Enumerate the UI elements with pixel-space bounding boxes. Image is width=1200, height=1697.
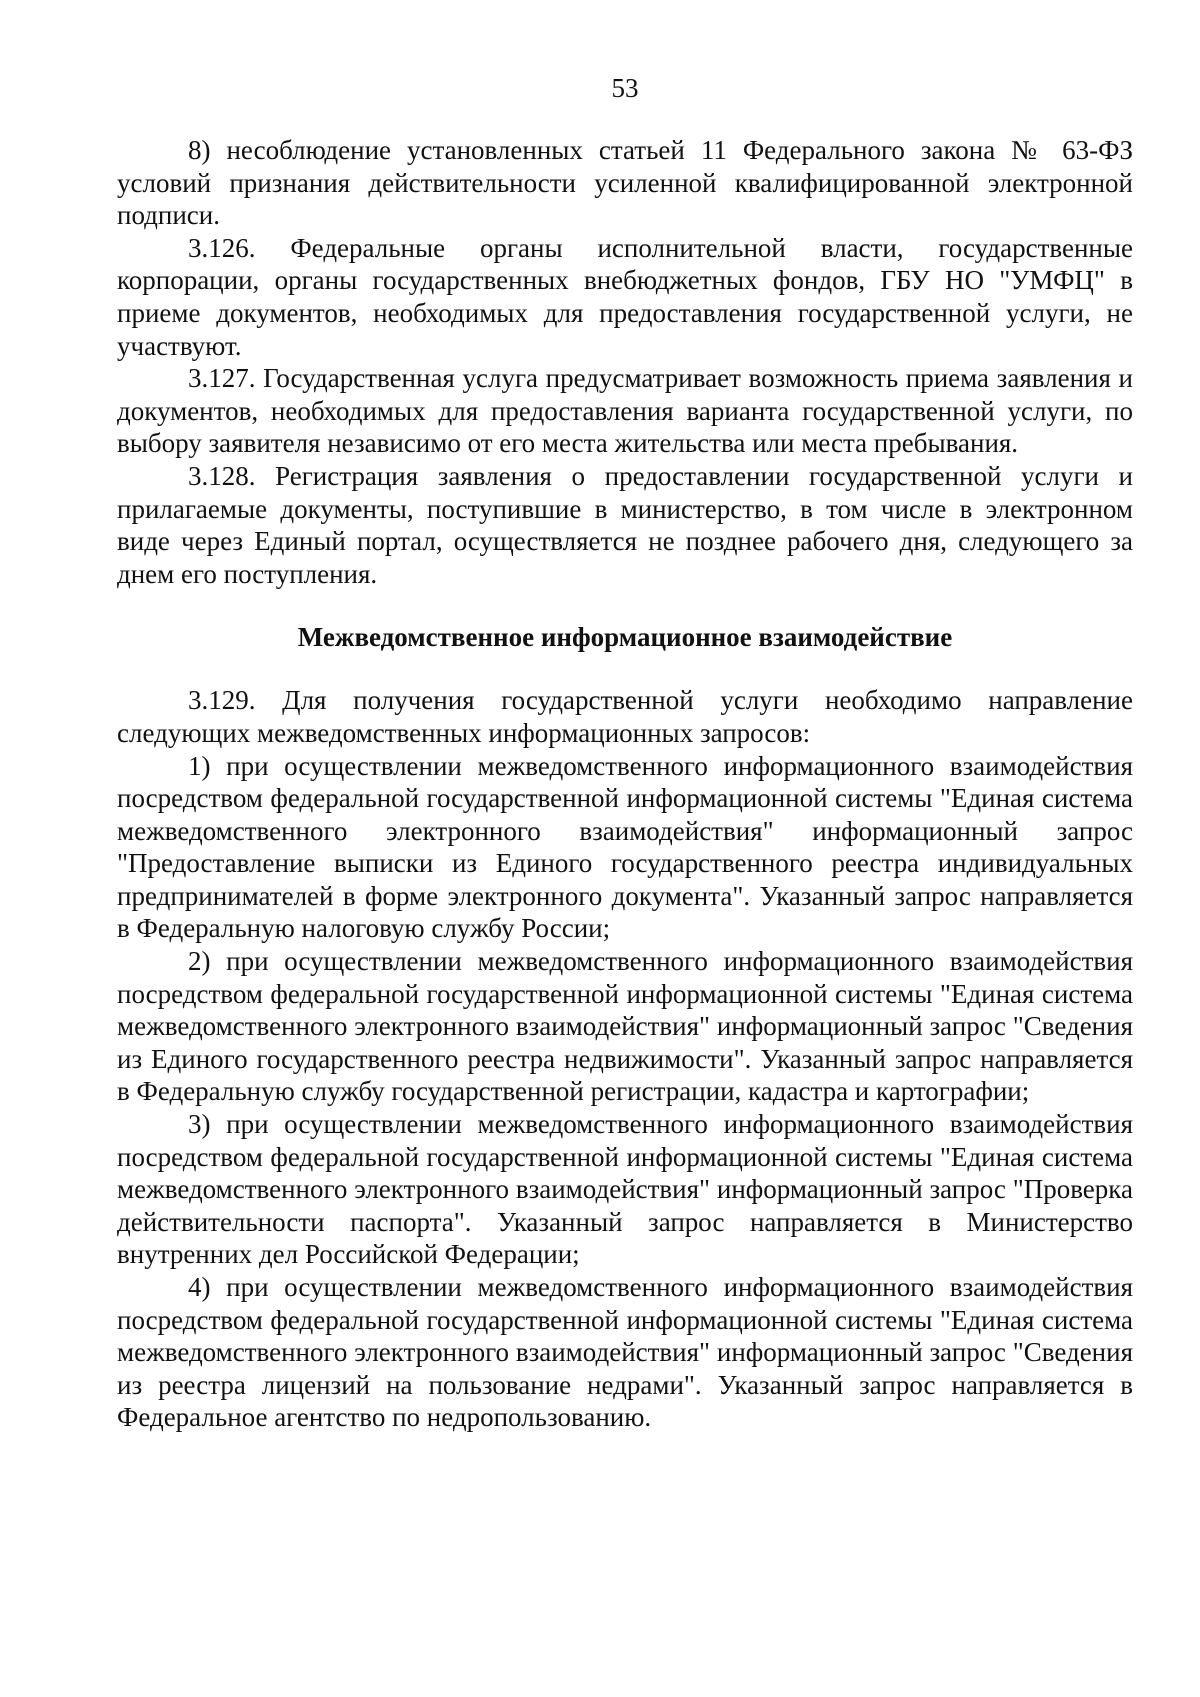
section-heading: Межведомственное информационное взаимодействие (297, 622, 953, 653)
paragraph-3-128: 3.128. Регистрация заявления о предоставлении государственной услуги и прилагаемые документы, поступившие в министерство, в том числе в электронном виде через Единый портал, осуществляется не позднее рабочего дня, следующего за днем его поступления. (117, 460, 1133, 589)
document-body (117, 134, 1133, 1434)
list-item-3: 3) при осуществлении межведомственного информационного взаимодействия посредством федеральной государственной информационной системы "Единая система межведомственного электронного взаимодействия" информационный запрос "Проверка действительности паспорта". Указанный запрос направляется в Министерство внутренних дел Российской Федерации; (117, 1109, 1133, 1270)
list-item-1: 1) при осуществлении межведомственного информационного взаимодействия посредством федеральной государственной информационной системы "Единая система межведомственного электронного взаимодействия" информационный запрос "Предоставление выписки из Единого государственного реестра индивидуальных предпринимателей в форме электронного документа". Указанный запрос направляется в Федеральную налоговую службу России; (117, 750, 1133, 944)
list-item-2: 2) при осуществлении межведомственного информационного взаимодействия посредством федеральной государственной информационной системы "Единая система межведомственного электронного взаимодействия" информационный запрос "Сведения из Единого государственного реестра недвижимости". Указанный запрос направляется в Федеральную службу государственной регистрации, кадастра и картографии; (117, 946, 1133, 1107)
paragraph-3-127: 3.127. Государственная услуга предусматривает возможность приема заявления и документов, необходимых для предоставления варианта государственной услуги, по выбору заявителя независимо от его места жительства или места пребывания. (117, 363, 1133, 459)
list-item-4: 4) при осуществлении межведомственного информационного взаимодействия посредством федеральной государственной информационной системы "Единая система межведомственного электронного взаимодействия" информационный запрос "Сведения из реестра лицензий на пользование недрами". Указанный запрос направляется в Федеральное агентство по недропользованию. (117, 1272, 1133, 1433)
paragraph-item-8: 8) несоблюдение установленных статьей 11 Федерального закона № 63-ФЗ условий признания действительности усиленной квалифицированной электронной подписи. (117, 135, 1133, 231)
paragraph-3-129: 3.129. Для получения государственной услуги необходимо направление следующих межведомственных информационных запросов: (117, 685, 1133, 748)
page-number: 53 (611, 73, 639, 103)
paragraph-3-126: 3.126. Федеральные органы исполнительной власти, государственные корпорации, органы государственных внебюджетных фондов, ГБУ НО "УМФЦ" в приеме документов, необходимых для предоставления государственной услуги, не участвуют. (117, 232, 1133, 361)
